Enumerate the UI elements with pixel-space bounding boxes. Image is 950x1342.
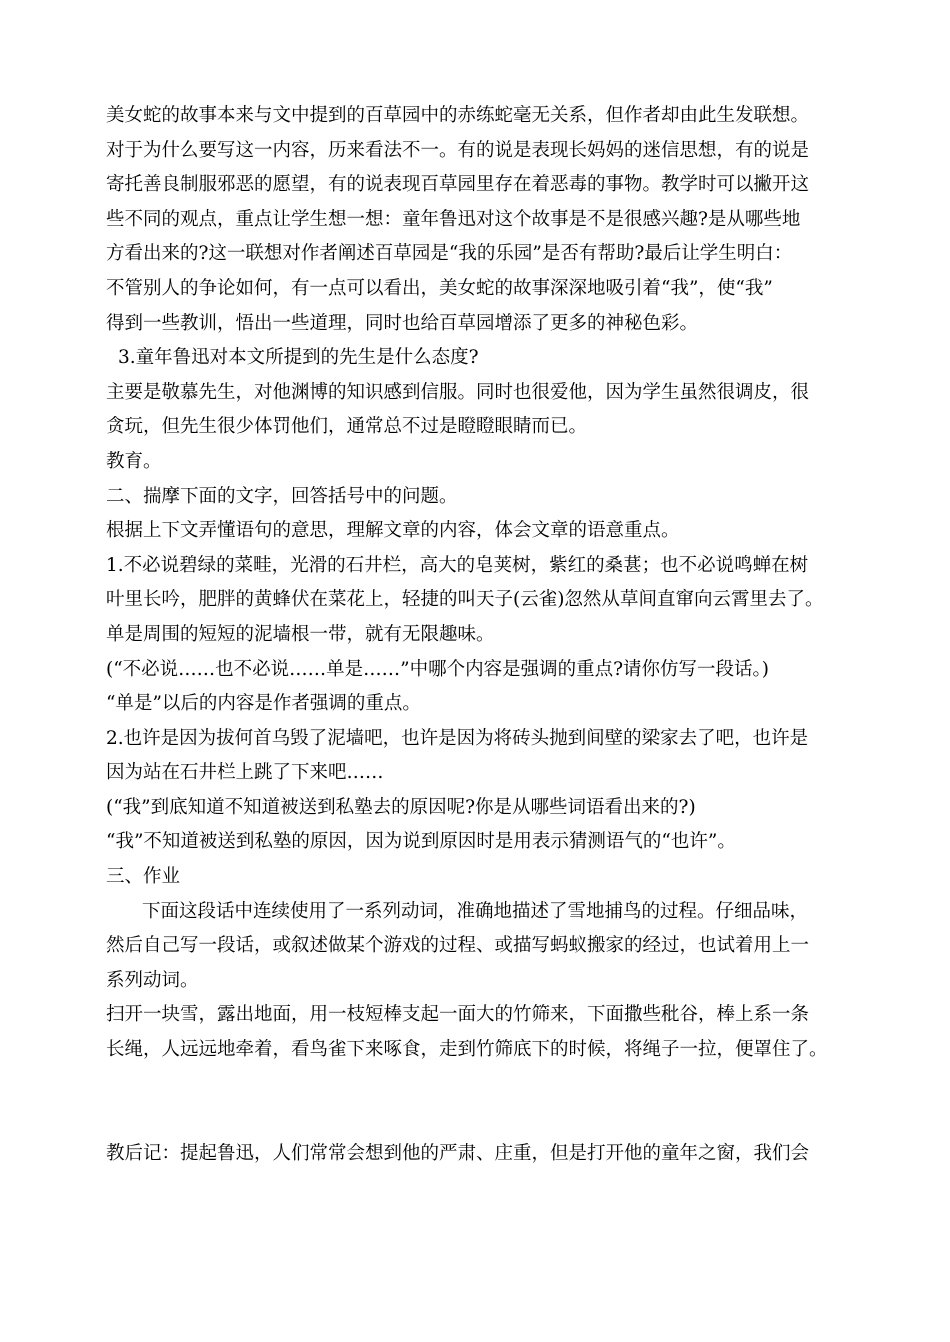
paragraph-line: 不管别人的争论如何，有一点可以看出，美女蛇的故事深深地吸引着“我”，使“我” xyxy=(106,277,773,299)
paragraph-line: 些不同的观点，重点让学生想一想：童年鲁迅对这个故事是不是很感兴趣?是从哪些地 xyxy=(106,208,801,230)
paragraph-line: 然后自己写一段话，或叙述做某个游戏的过程、或描写蚂蚁搬家的经过，也试着用上一 xyxy=(106,935,810,957)
paragraph-line: 叶里长吟，肥胖的黄蜂伏在菜花上，轻捷的叫天子(云雀)忽然从草间直窜向云霄里去了。 xyxy=(106,589,824,611)
answer-line: “单是”以后的内容是作者强调的重点。 xyxy=(106,693,421,715)
paragraph-line: 根据上下文弄懂语句的意思，理解文章的内容，体会文章的语意重点。 xyxy=(106,520,680,542)
paragraph-line: 单是周围的短短的泥墙根一带，就有无限趣味。 xyxy=(106,623,495,645)
paragraph-line: 贪玩，但先生很少体罚他们，通常总不过是瞪瞪眼睛而已。 xyxy=(106,416,588,438)
paragraph-line: 因为站在石井栏上跳了下来吧…… xyxy=(106,762,384,784)
paragraph-line: 长绳，人远远地牵着，看鸟雀下来啄食，走到竹筛底下的时候，将绳子一拉，便罩住了。 xyxy=(106,1039,828,1061)
answer-line: “我”不知道被送到私塾的原因，因为说到原因时是用表示猜测语气的“也许”。 xyxy=(106,831,736,853)
paragraph-line: 主要是敬慕先生，对他渊博的知识感到信服。同时也很爱他，因为学生虽然很调皮，很 xyxy=(106,381,810,403)
paragraph-line: 教后记：提起鲁迅，人们常常会想到他的严肃、庄重，但是打开他的童年之窗，我们会 xyxy=(106,1142,810,1164)
paragraph-line: 1.不必说碧绿的菜畦，光滑的石井栏，高大的皂荚树，紫红的桑葚；也不必说鸣蝉在树 xyxy=(106,554,809,576)
paragraph-line: 教育。 xyxy=(106,450,162,472)
paragraph-line: 扫开一块雪，露出地面，用一枝短棒支起一面大的竹筛来，下面撒些秕谷，棒上系一条 xyxy=(106,1004,810,1026)
paragraph-line: 方看出来的?这一联想对作者阐述百草园是“我的乐园”是否有帮助?最后让学生明白： xyxy=(106,243,793,265)
question-line: (“我”到底知道不知道被送到私塾去的原因呢?你是从哪些词语看出来的?) xyxy=(106,796,696,818)
paragraph-line: 美女蛇的故事本来与文中提到的百草园中的赤练蛇毫无关系，但作者却由此生发联想。 xyxy=(106,105,810,126)
section-heading: 三、作业 xyxy=(106,866,181,888)
document-body xyxy=(106,99,850,1171)
paragraph-line: 寄托善良制服邪恶的愿望，有的说表现百草园里存在着恶毒的事物。教学时可以撇开这 xyxy=(106,174,810,196)
paragraph-line: 2.也许是因为拔何首乌毁了泥墙吧，也许是因为将砖头抛到间壁的梁家去了吧，也许是 xyxy=(106,727,809,749)
paragraph-line: 系列动词。 xyxy=(106,969,199,991)
paragraph-line: 对于为什么要写这一内容，历来看法不一。有的说是表现长妈妈的迷信思想，有的说是 xyxy=(106,139,810,161)
paragraph-line: 下面这段话中连续使用了一系列动词，准确地描述了雪地捕鸟的过程。仔细品味， xyxy=(142,900,809,922)
question-heading: 3.童年鲁迅对本文所提到的先生是什么态度? xyxy=(118,347,479,369)
question-line: (“不必说……也不必说……单是……”中哪个内容是强调的重点?请你仿写一段话。) xyxy=(106,658,770,680)
section-heading: 二、揣摩下面的文字，回答括号中的问题。 xyxy=(106,485,458,507)
paragraph-line: 得到一些教训，悟出一些道理，同时也给百草园增添了更多的神秘色彩。 xyxy=(106,312,699,334)
blank-gap xyxy=(106,1068,850,1137)
